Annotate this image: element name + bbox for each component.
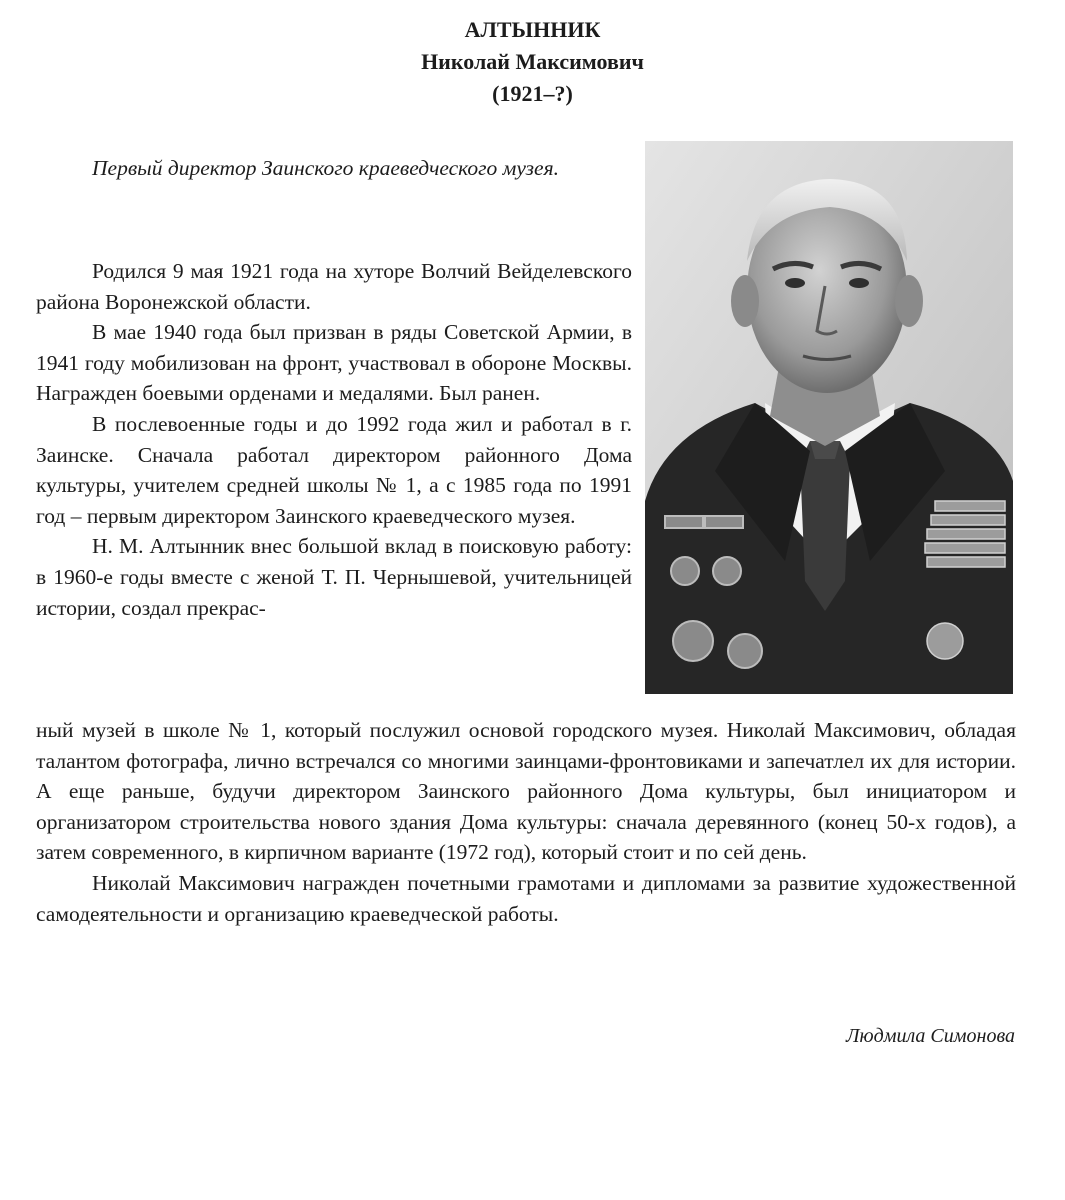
subtitle: Первый директор Заинского краеведческого музея. bbox=[92, 156, 559, 180]
paragraph-postwar: В послевоенные годы и до 1992 года жил и работал в г. Заинске. Сначала работал директором районного Дома культуры, учителем средней школы № 1, а с 1985 года по 1991 год – первым директором Заинского краеведческого музея. bbox=[36, 411, 632, 528]
text-column-wide bbox=[36, 715, 1016, 929]
paragraph-awards: Николай Максимович награжден почетными грамотами и дипломами за развитие художественной самодеятельности и организацию краеведческой работы. bbox=[36, 870, 1016, 926]
portrait-photo bbox=[645, 141, 1013, 694]
text-column-narrow bbox=[36, 256, 632, 623]
life-years: (1921–?) bbox=[492, 81, 573, 106]
paragraph-search-start: Н. М. Алтынник внес большой вклад в поисковую работу: в 1960-е годы вместе с женой Т. П. Чернышевой, учительницей истории, создал прекрас- bbox=[36, 534, 632, 620]
surname-heading: АЛТЫННИК bbox=[464, 17, 601, 42]
article-header bbox=[0, 14, 1065, 110]
full-name-heading: Николай Максимович bbox=[421, 49, 644, 74]
paragraph-army: В мае 1940 года был призван в ряды Советской Армии, в 1941 году мобилизован на фронт, участвовал в обороне Москвы. Награжден боевыми орденами и медалями. Был ранен. bbox=[36, 320, 632, 406]
paragraph-birth: Родился 9 мая 1921 года на хуторе Волчий Вейделевского района Воронежской области. bbox=[36, 259, 632, 314]
paragraph-search-end: ный музей в школе № 1, который послужил основой городского музея. Николай Максимович, обладая талантом фотографа, лично встречался со многими заинцами-фронтовиками и запечатлел их для истории. А еще раньше, будучи директором Заинского районного Дома культуры, был инициатором и организатором строительства нового здания Дома культуры: сначала деревянного (конец 50-х годов), а затем современного, в кирпичном варианте (1972 год), который стоит и по сей день. bbox=[36, 718, 1016, 865]
author-signature: Людмила Симонова bbox=[845, 1025, 1015, 1047]
